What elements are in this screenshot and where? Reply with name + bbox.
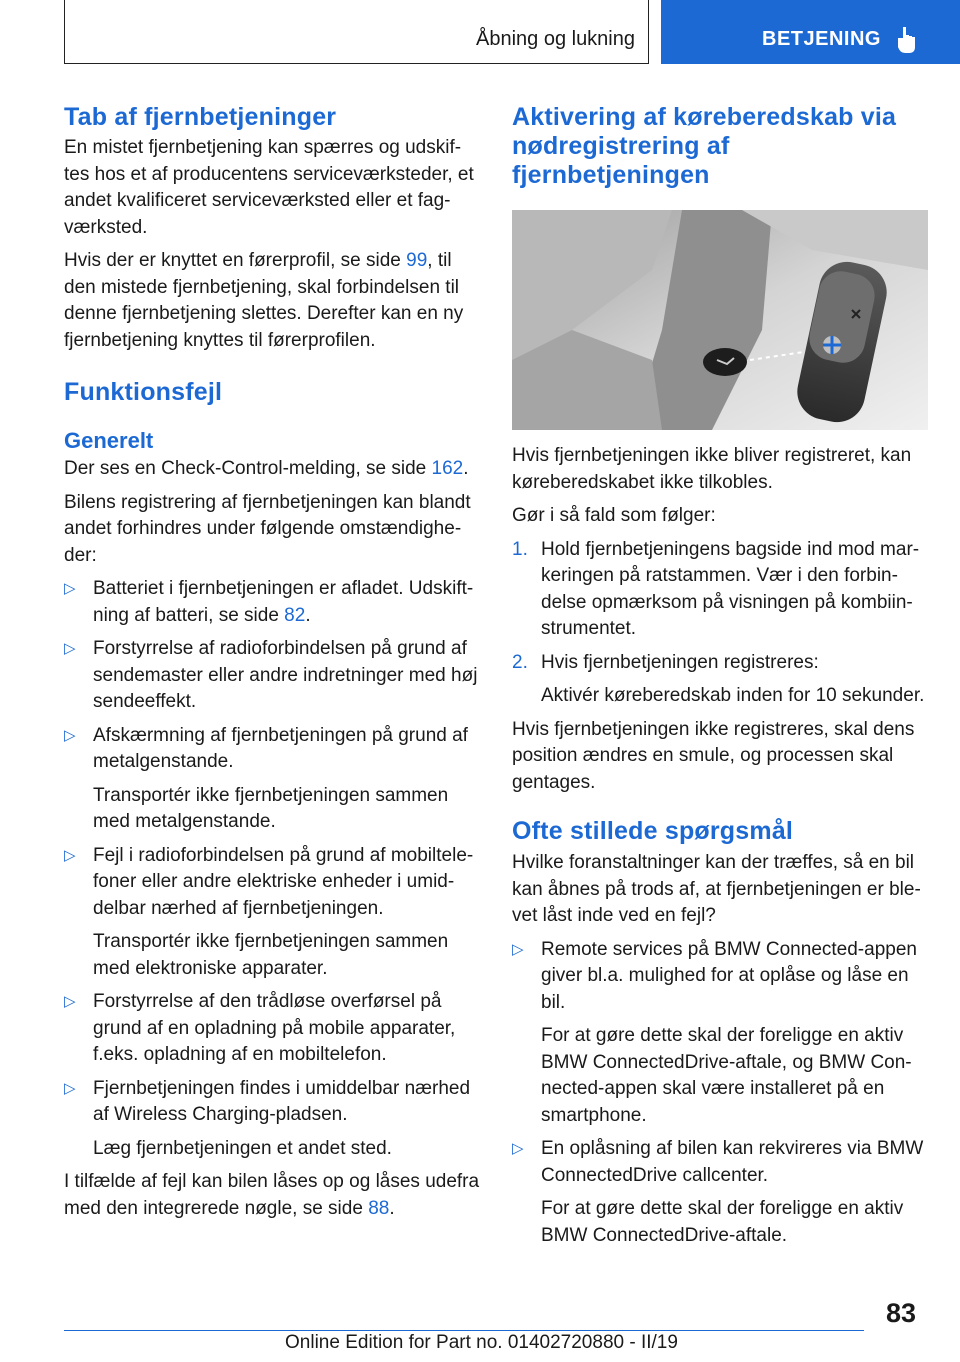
step-item: 2. Hvis fjernbetjeningen registreres: bbox=[512, 650, 928, 677]
triangle-bullet-icon: ▷ bbox=[64, 580, 76, 597]
page-number: 83 bbox=[886, 1298, 917, 1328]
list-item: ▷ Forstyrrelse af den trådløse overførsel på grund af en opladning på mobile apparater, f.eks. opladning af en mobiltelefon. bbox=[64, 991, 456, 1065]
page-link[interactable]: 162 bbox=[431, 458, 464, 479]
triangle-bullet-icon: ▷ bbox=[512, 1140, 524, 1157]
triangle-bullet-icon: ▷ bbox=[64, 726, 76, 744]
list-item: ▷ Afskærmning af fjernbetjeningen på grund af metalgenstande. bbox=[64, 724, 468, 772]
paragraph: Hvis der er knyttet en førerprofil, se side 99, til den mistede fjernbetjening, skal forbindelsen til denne fjernbetjening slettes. Derefter kan en ny fjernbetjening knyttes til førerprofilen. bbox=[64, 250, 464, 351]
step-number: 1. bbox=[512, 538, 528, 560]
list-item: ▷ Fjernbetjeningen findes i umiddelbar nærhed af Wireless Charging-pladsen. bbox=[64, 1077, 471, 1125]
footer-edition: Online Edition for Part no. 01402720880 - II/19 bbox=[285, 1332, 678, 1353]
header-chapter-label: BETJENING bbox=[762, 28, 881, 50]
header-section-title: Åbning og lukning bbox=[475, 28, 635, 50]
list-item-note: Transportér ikke fjernbetjeningen sammen med elektroniske apparater. bbox=[93, 931, 449, 979]
paragraph: Hvilke foranstaltninger kan der træffes, så en bil kan åbnes på trods af, at fjernbetjeningen er blevet låst inde ved en fejl? bbox=[512, 852, 921, 926]
heading-faq: Ofte stillede spørgsmål bbox=[512, 817, 794, 845]
triangle-bullet-icon: ▷ bbox=[64, 846, 76, 864]
list-item: ▷ En oplåsning af bilen kan rekvireres via BMW ConnectedDrive callcenter. bbox=[512, 1138, 924, 1186]
list-item: ▷ Fejl i radioforbindelsen på grund af mobiltelefoner eller andre elektriske enheder i umiddelbar nærhed af fjernbetjeningen. bbox=[64, 844, 474, 919]
paragraph: Gør i så fald som følger: bbox=[512, 505, 716, 526]
page-link[interactable]: 88 bbox=[368, 1197, 390, 1219]
list-item: ▷ Batteriet i fjernbetjeningen er afladet. Udskiftning af batteri, se side 82. bbox=[64, 578, 474, 626]
paragraph: Der ses en Check-Control-melding, se side 162. bbox=[64, 458, 469, 479]
list-item-note: Læg fjernbetjeningen et andet sted. bbox=[93, 1137, 392, 1159]
page-link[interactable]: 82 bbox=[284, 604, 306, 626]
list-item-note: For at gøre dette skal der foreligge en aktiv BMW ConnectedDrive-aftale, og BMW Connected-appen skal være installeret på en smartphone. bbox=[541, 1025, 912, 1126]
heading-aktivering: Aktivering af køreberedskab via nødregistrering af fjernbetjeningen bbox=[512, 103, 897, 189]
footer-divider bbox=[64, 1330, 864, 1331]
triangle-bullet-icon: ▷ bbox=[64, 1079, 76, 1097]
heading-generelt: Generelt bbox=[64, 428, 154, 453]
step-note: Aktivér køreberedskab inden for 10 sekunder. bbox=[541, 685, 925, 706]
triangle-bullet-icon: ▷ bbox=[64, 993, 76, 1010]
header-chapter-tab[interactable] bbox=[661, 0, 960, 64]
hand-pointer-icon bbox=[894, 25, 920, 55]
list-item: ▷ Forstyrrelse af radioforbindelsen på grund af sendemaster eller andre indretninger med høj sendeeffekt. bbox=[64, 638, 478, 712]
list-item: ▷ Remote services på BMW Connected-appen giver bl.a. mulighed for at oplåse og låse en bil. bbox=[512, 938, 917, 1013]
paragraph: Hvis fjernbetjeningen ikke registreres, skal dens position ændres en smule, og processen skal gentages. bbox=[512, 718, 915, 793]
right-column bbox=[512, 103, 928, 1256]
heading-tab: Tab af fjernbetjeninger bbox=[64, 103, 337, 131]
triangle-bullet-icon: ▷ bbox=[512, 940, 524, 958]
step-number: 2. bbox=[512, 651, 528, 673]
key-on-steering-column-illustration bbox=[512, 210, 928, 430]
step-item: 1. Hold fjernbetjeningens bagside ind mod markeringen på ratstammen. Vær i den forbindelse opmærksom på visningen på kombiinstrumentet. bbox=[512, 538, 920, 639]
triangle-bullet-icon: ▷ bbox=[64, 640, 76, 657]
left-column bbox=[64, 103, 480, 1229]
list-item-note: Transportér ikke fjernbetjeningen sammen med metalgenstande. bbox=[93, 784, 449, 832]
paragraph: Hvis fjernbetjeningen ikke bliver registreret, kan køreberedskabet ikke tilkobles. bbox=[512, 445, 912, 493]
page-link[interactable]: 99 bbox=[406, 250, 428, 271]
list-item-note: For at gøre dette skal der foreligge en aktiv BMW ConnectedDrive-aftale. bbox=[541, 1198, 904, 1246]
steering-column-key-photo bbox=[512, 210, 928, 430]
paragraph: I tilfælde af fejl kan bilen låses op og låses udefra med den integrerede nøgle, se side 88. bbox=[64, 1171, 480, 1219]
heading-funktionsfejl: Funktionsfejl bbox=[64, 378, 223, 406]
paragraph: Bilens registrering af fjernbetjeningen kan blandt andet forhindres under følgende omstændigheder: bbox=[64, 491, 471, 566]
paragraph: En mistet fjernbetjening kan spærres og udskiftes hos et af producentens serviceværksteder, et andet kvalificeret serviceværksted eller et fagværksted. bbox=[64, 137, 474, 238]
